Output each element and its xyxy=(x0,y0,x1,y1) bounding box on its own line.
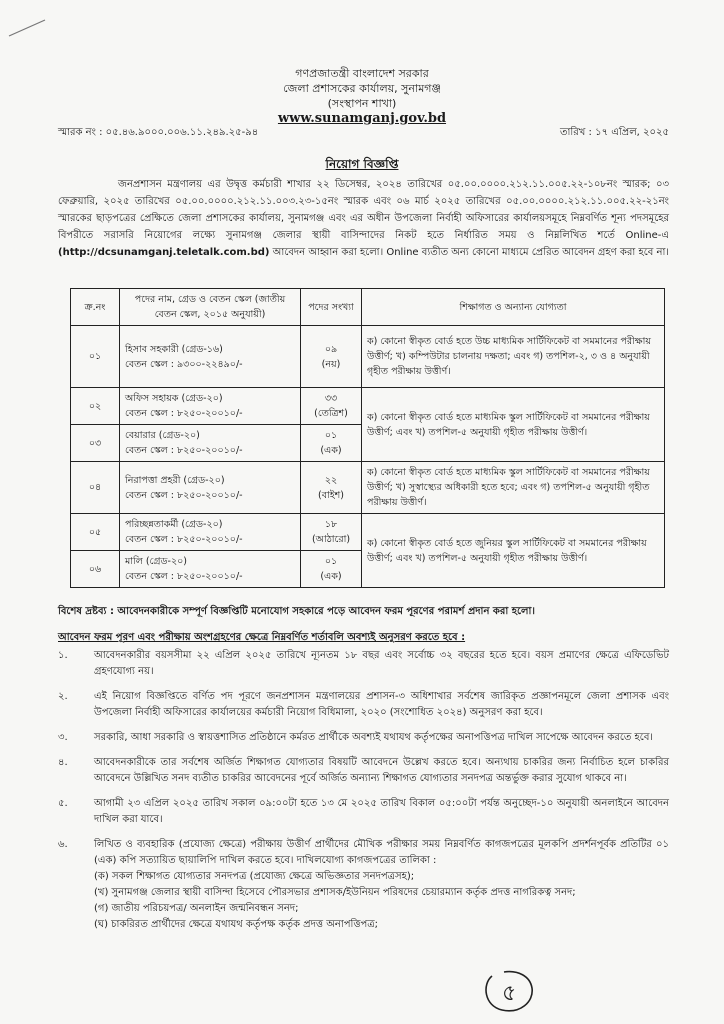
post-name: পরিচ্ছন্নতাকর্মী (গ্রেড-২০) xyxy=(125,519,223,530)
document-sub-item: (গ) জাতীয় পরিচয়পত্র/ অনলাইন জন্মনিবন্ধন সনদ; xyxy=(94,903,299,914)
col-header-post: পদের নাম, গ্রেড ও বেতন স্কেল (জাতীয় বেতন স্কেল, ২০১৫ অনুযায়ী) xyxy=(120,289,301,326)
row-qualification: ক) কোনো স্বীকৃত বোর্ড হতে মাধ্যমিক স্কুল সার্টিফিকেট বা সমমানের পরীক্ষায় উত্তীর্ণ; খ) সুস্বাস্থ্যের অধিকারী হতে হবে; এবং গ) তপশিল-৫ অনুযায়ী গৃহীত পরীক্ষায় উত্তীর্ণ। xyxy=(362,462,665,514)
item-text xyxy=(94,837,669,933)
row-count xyxy=(301,514,362,551)
item-number: ৫. xyxy=(58,798,68,809)
item-number: ৬. xyxy=(58,839,68,850)
table-row xyxy=(71,326,665,388)
conditions-list xyxy=(58,648,669,942)
document-sub-item: (ক) সকল শিক্ষাগত যোগ্যতার সনদপত্র (প্রযোজ্য ক্ষেত্রে অভিজ্ঞতার সনদপত্রসহ); xyxy=(94,871,415,882)
memo-number: স্মারক নং : ০৫.৪৬.৯০০০.০০৬.১১.২৪৯.২৫-৯৪ xyxy=(58,127,259,138)
count-number: ০৯ xyxy=(324,343,338,355)
count-words: (এক) xyxy=(320,571,342,582)
item-number: ২. xyxy=(58,691,68,702)
row-serial: ০৩ xyxy=(71,425,120,462)
col-header-qualification: শিক্ষাগত ও অন্যান্য যোগ্যতা xyxy=(362,289,665,326)
website-link[interactable]: www.sunamganj.gov.bd xyxy=(277,111,447,126)
row-post xyxy=(120,514,301,551)
count-number: ০১ xyxy=(324,556,338,567)
row-serial: ০২ xyxy=(71,388,120,425)
handwritten-page-number xyxy=(480,966,538,1016)
item-text: সরকারি, আধা সরকারি ও স্বায়ত্তশাসিত প্রতিষ্ঠানে কর্মরত প্রার্থীকে অবশ্যই যথাযথ কর্তৃপক্ষের অনাপত্তিপত্র দাখিল সাপেক্ষে আবেদন করতে হবে। xyxy=(94,732,653,743)
document-sub-item: (ঘ) চাকরিরত প্রার্থীদের ক্ষেত্রে যথাযথ কর্তৃপক্ষ কর্তৃক প্রদত্ত অনাপত্তিপত্র; xyxy=(94,919,379,930)
header-line-1: গণপ্রজাতন্ত্রী বাংলাদেশ সরকার xyxy=(295,67,429,80)
list-item xyxy=(58,689,669,721)
row-post xyxy=(120,551,301,588)
list-item xyxy=(58,837,669,933)
pay-scale: বেতন স্কেল : ৮২৫০-২০০১০/- xyxy=(125,408,243,419)
pay-scale: বেতন স্কেল : ৮২৫০-২০০১০/- xyxy=(125,534,243,545)
row-count xyxy=(301,425,362,462)
item-number: ৩. xyxy=(58,732,68,743)
table-row xyxy=(71,388,665,425)
header-line-2: জেলা প্রশাসকের কার্যালয়, সুনামগঞ্জ xyxy=(283,82,441,95)
item-text: আবেদনকারীর বয়সসীমা ২২ এপ্রিল ২০২৫ তারিখে ন্যূনতম ১৮ বছর এবং সর্বোচ্চ ৩২ বছরের হতে হবে। বয়স প্রমাণের ক্ষেত্রে এফিডেভিট গ্রহণযোগ্য নয়। xyxy=(94,650,669,677)
count-words: (বাইশ) xyxy=(317,489,345,501)
issue-date: তারিখ : ১৭ এপ্রিল, ২০২৫ xyxy=(560,127,669,138)
item-text: আবেদনকারীকে তার সর্বশেষ অর্জিত শিক্ষাগত যোগ্যতার বিষয়টি আবেদনে উল্লেখ করতে হবে। অন্যথায় চাকরির জন্য নির্বাচিত হলে চাকরির আবেদনে উল্লিখিত সনদ ব্যতীত চাকরির আবেদনের পূর্বে অর্জিত অন্যান্য শিক্ষাগত যোগ্যতার সনদপত্র অন্তর্ভুক্ত করার সুযোগ থাকবে না। xyxy=(94,757,669,784)
row-serial: ০১ xyxy=(71,326,120,388)
list-item xyxy=(58,730,669,746)
row-qualification: ক) কোনো স্বীকৃত বোর্ড হতে উচ্চ মাধ্যমিক সার্টিফিকেট বা সমমানের পরীক্ষায় উত্তীর্ণ; খ) কম্পিউটার চালনায় দক্ষতা; এবং গ) তপশিল-২, ৩ ও ৪ অনুযায়ী গৃহীত পরীক্ষায় উত্তীর্ণ। xyxy=(362,326,665,388)
intro-text: জনপ্রশাসন মন্ত্রণালয় এর উদ্বৃত্ত কর্মচারী শাখার ২২ ডিসেম্বর, ২০২৪ তারিখের ০৫.০০.০০০০.২১২.১১.০০৫.২২-১০৮নং স্মারক; ০৩ ফেব্রুয়ারি, ২০২৫ তারিখের ০৫.০০.০০০০.২১২.১১.০০৩.২৩-১৫নং স্মারক এবং ০৬ মার্চ ২০২৫ তারিখের ০৫.০০.০০০০.২১২.১১.০০৫.২২-২১নং স্মারকের ছাড়পত্রের প্রেক্ষিতে জেলা প্রশাসকের কার্যালয়, সুনামগঞ্জ এবং এর অধীন উপজেলা নির্বাহী অফিসারের কার্যালয়সমূহে নিম্নবর্ণিত শূন্য পদসমূহের বিপরীতে সরাসরি নিয়োগের লক্ষ্যে সুনামগঞ্জ জেলার স্থায়ী বাসিন্দাদের নিকট হতে নির্ধারিত সময় ও নিম্নলিখিত শর্তে Online-এ xyxy=(58,179,669,241)
circle-mark-icon xyxy=(480,966,538,1016)
row-post xyxy=(120,462,301,514)
post-name: হিসাব সহকারী (গ্রেড-১৬) xyxy=(125,343,223,355)
row-count xyxy=(301,551,362,588)
item-text-body: লিখিত ও ব্যবহারিক (প্রযোজ্য ক্ষেত্রে) পরীক্ষায় উত্তীর্ণ প্রার্থীদের মৌখিক পরীক্ষার সময় নিম্নবর্ণিত কাগজপত্রের মূলকপি প্রদর্শনপূর্বক প্রতিটির ০১ (এক) কপি সত্যায়িত ছায়ালিপি দাখিল করতে হবে। দাখিলযোগ্য কাগজপত্রের তালিকা : xyxy=(94,839,669,866)
post-name: মালি (গ্রেড-২০) xyxy=(125,556,188,567)
item-text: এই নিয়োগ বিজ্ঞপ্তিতে বর্ণিত পদ পূরণে জনপ্রশাসন মন্ত্রণালয়ের প্রশাসন-৩ অধিশাখার সর্বশেষ জারিকৃত প্রজ্ঞাপনমূলে জেলা প্রশাসক এবং উপজেলা নির্বাহী অফিসারের কার্যালয়ের কর্মচারী নিয়োগ বিধিমালা, ২০২০ (সংশোধিত ২০২৪) অনুসরণ করা হবে। xyxy=(94,691,669,718)
pay-scale: বেতন স্কেল : ৮২৫০-২০০১০/- xyxy=(125,445,243,456)
page-number-text: ৫ xyxy=(502,981,517,1006)
item-text: আগামী ২৩ এপ্রিল ২০২৫ তারিখ সকাল ০৯:০০টা হতে ১৩ মে ২০২৫ তারিখ বিকাল ০৫:০০টা পর্যন্ত অনুচ্ছেদ-১০ অনুযায়ী অনলাইনে আবেদন দাখিল করা যাবে। xyxy=(94,798,669,825)
table-row xyxy=(71,514,665,551)
pen-scribble-mark xyxy=(5,12,75,42)
pay-scale: বেতন স্কেল : ৮২৫০-২০০১০/- xyxy=(125,489,243,501)
post-name: বেয়ারার (গ্রেড-২০) xyxy=(125,430,200,441)
count-number: ৩৩ xyxy=(324,393,338,404)
special-note: বিশেষ দ্রষ্টব্য : আবেদনকারীকে সম্পূর্ণ বিজ্ঞপ্তিটি মনোযোগ সহকারে পড়ে আবেদন ফরম পূরণের পরামর্শ প্রদান করা হলো। xyxy=(58,606,535,617)
list-item xyxy=(58,648,669,680)
row-qualification: ক) কোনো স্বীকৃত বোর্ড হতে জুনিয়র স্কুল সার্টিফিকেট বা সমমানের পরীক্ষায় উত্তীর্ণ; এবং খ) তপশিল-৫ অনুযায়ী গৃহীত পরীক্ষায় উত্তীর্ণ। xyxy=(362,514,665,588)
list-item xyxy=(58,755,669,787)
row-count xyxy=(301,388,362,425)
col-header-count: পদের সংখ্যা xyxy=(301,289,362,326)
item-number: ১. xyxy=(58,650,68,661)
intro-text-end: আবেদন আহ্বান করা হলো। Online ব্যতীত অন্য কোনো মাধ্যমে প্রেরিত আবেদন গ্রহণ করা হবে না। xyxy=(269,247,669,258)
office-header xyxy=(0,66,724,126)
count-words: (এক) xyxy=(320,445,342,456)
pay-scale: বেতন স্কেল : ৮২৫০-২০০১০/- xyxy=(125,571,243,582)
row-serial: ০৫ xyxy=(71,514,120,551)
list-item xyxy=(58,796,669,828)
table-row xyxy=(71,462,665,514)
vacancy-table xyxy=(70,288,665,588)
post-name: নিরাপত্তা প্রহরী (গ্রেড-২০) xyxy=(125,474,225,486)
row-count xyxy=(301,326,362,388)
table-header-row xyxy=(71,289,665,326)
post-name: অফিস সহায়ক (গ্রেড-২০) xyxy=(125,393,223,404)
row-serial: ০৬ xyxy=(71,551,120,588)
document-sub-item: (খ) সুনামগঞ্জ জেলার স্থায়ী বাসিন্দা হিসেবে পৌরসভার প্রশাসক/ইউনিয়ন পরিষদের চেয়ারম্যান কর্তৃক প্রদত্ত নাগরিকত্ব সনদ; xyxy=(94,887,576,898)
row-qualification: ক) কোনো স্বীকৃত বোর্ড হতে মাধ্যমিক স্কুল সার্টিফিকেট বা সমমানের পরীক্ষায় উত্তীর্ণ; এবং খ) তপশিল-৫ অনুযায়ী গৃহীত পরীক্ষায় উত্তীর্ণ। xyxy=(362,388,665,462)
row-post xyxy=(120,388,301,425)
pay-scale: বেতন স্কেল : ৯৩০০-২২৪৯০/- xyxy=(125,358,243,370)
row-serial: ০৪ xyxy=(71,462,120,514)
col-header-serial: ক্র.নং xyxy=(71,289,120,326)
row-post xyxy=(120,326,301,388)
header-line-3: (সংস্থাপন শাখা) xyxy=(327,97,397,110)
count-number: ১৮ xyxy=(324,519,338,530)
intro-paragraph xyxy=(58,176,669,261)
count-words: (আঠারো) xyxy=(311,534,351,545)
row-post xyxy=(120,425,301,462)
application-link[interactable]: (http://dcsunamganj.teletalk.com.bd) xyxy=(58,247,270,258)
count-words: (তেত্রিশ) xyxy=(314,408,348,419)
notice-title: নিয়োগ বিজ্ঞপ্তি xyxy=(325,157,399,171)
count-number: ২২ xyxy=(324,474,338,486)
count-number: ০১ xyxy=(324,430,338,441)
item-number: ৪. xyxy=(58,757,68,768)
count-words: (নয়) xyxy=(321,358,341,370)
conditions-heading: আবেদন ফরম পূরণ এবং পরীক্ষায় অংশগ্রহণের ক্ষেত্রে নিম্নবর্ণিত শর্তাবলি অবশ্যই অনুসরণ করতে হবে : xyxy=(58,632,466,643)
row-count xyxy=(301,462,362,514)
